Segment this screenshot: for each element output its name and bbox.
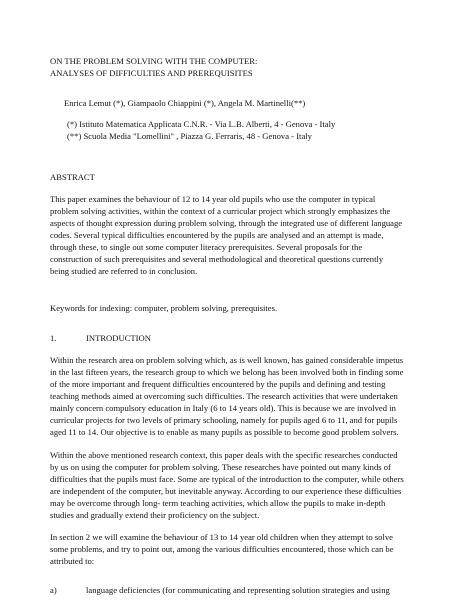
intro-paragraph-3 [50, 531, 440, 567]
keywords: Keywords for indexing: computer, problem solving, prerequisites. [50, 303, 278, 313]
paragraph-line: attributed to: [50, 556, 95, 566]
abstract-line: through these, to single out some computer literacy prerequisites. Several proposals for the [50, 242, 363, 252]
paragraph-line: by us on using the computer for problem solving. These researches have pointed out many kinds of [50, 462, 391, 472]
title-line-2: ANALYSES OF DIFFICULTIES AND PREREQUISITES [50, 68, 253, 78]
paragraph-line: are independent of the computer, but inevitable anyway. According to our experience these difficulties [50, 486, 402, 496]
title-line-1: ON THE PROBLEM SOLVING WITH THE COMPUTER: [50, 56, 258, 66]
paragraph-line: of the more important and frequent difficulties encountered by the pupils and defining and testing [50, 379, 386, 389]
affiliation-1: (*) Istituto Matematica Applicata C.N.R. - Via L.B. Alberti, 4 - Genova - Italy [67, 119, 336, 129]
paragraph-line: studies and gradually extend their proficiency on the subject. [50, 510, 260, 520]
intro-paragraph-1 [50, 354, 440, 438]
list-item-text: language deficiencies (for communicating and representing solution strategies and using [86, 585, 390, 595]
authors: Enrica Lemut (*), Giampaolo Chiappini (*), Angela M. Martinelli(**) [64, 98, 306, 108]
paragraph-line: curricular projects for two levels of primary schooling, namely for pupils aged 6 to 11, and for pupils [50, 415, 398, 425]
paragraph-line: may be overcome through long- term teaching activities, which allow the pupils to make in-depth [50, 498, 386, 508]
abstract-line: construction of such prerequisites and several methodological and theoretical questions currently [50, 254, 384, 264]
abstract-heading: ABSTRACT [50, 172, 95, 182]
paragraph-line: mainly concern compulsory education in Italy (6 to 14 years old). This is because we are involved in [50, 403, 396, 413]
paragraph-line: in the last fifteen years, the research group to which we belong has been involved both in finding some [50, 367, 404, 377]
affiliation-2: (**) Scuola Media "Lomellini" , Piazza G. Ferraris, 48 - Genova - Italy [67, 131, 312, 141]
paragraph-line: some problems, and try to point out, among the various difficulties encountered, those which can be [50, 544, 394, 554]
abstract-body [50, 193, 440, 277]
paragraph-line: aged 11 to 14. Our objective is to enable as many pupils as possible to become good problem solvers. [50, 427, 399, 437]
paragraph-line: In section 2 we will examine the behaviour of 13 to 14 year old children when they attempt to solve [50, 532, 393, 542]
paragraph-line: Within the research area on problem solving which, as is well known, has gained considerable impetus [50, 355, 404, 365]
abstract-line: problem solving activities, within the context of a curricular project which strongly emphasizes the [50, 206, 391, 216]
list-marker: a) [50, 585, 57, 595]
paragraph-line: teaching methods aimed at overcoming such difficulties. The research activities that were undertaken [50, 391, 398, 401]
paragraph-line: difficulties that the pupils must face. Some are typical of the introduction to the computer, while others [50, 474, 404, 484]
intro-paragraph-2 [50, 449, 440, 521]
section-heading: INTRODUCTION [86, 333, 151, 343]
section-number: 1. [50, 333, 57, 343]
paragraph-line: Within the above mentioned research context, this paper deals with the specific researches conducted [50, 450, 398, 460]
abstract-line: being studied are referred to in conclusion. [50, 266, 198, 276]
abstract-line: This paper examines the behaviour of 12 to 14 year old pupils who use the computer in typical [50, 194, 376, 204]
abstract-line: aspects of thought expression during problem solving, through the integrated use of different language [50, 218, 403, 228]
abstract-line: codes. Several typical difficulties encountered by the pupils are analysed and an attempt is made, [50, 230, 384, 240]
